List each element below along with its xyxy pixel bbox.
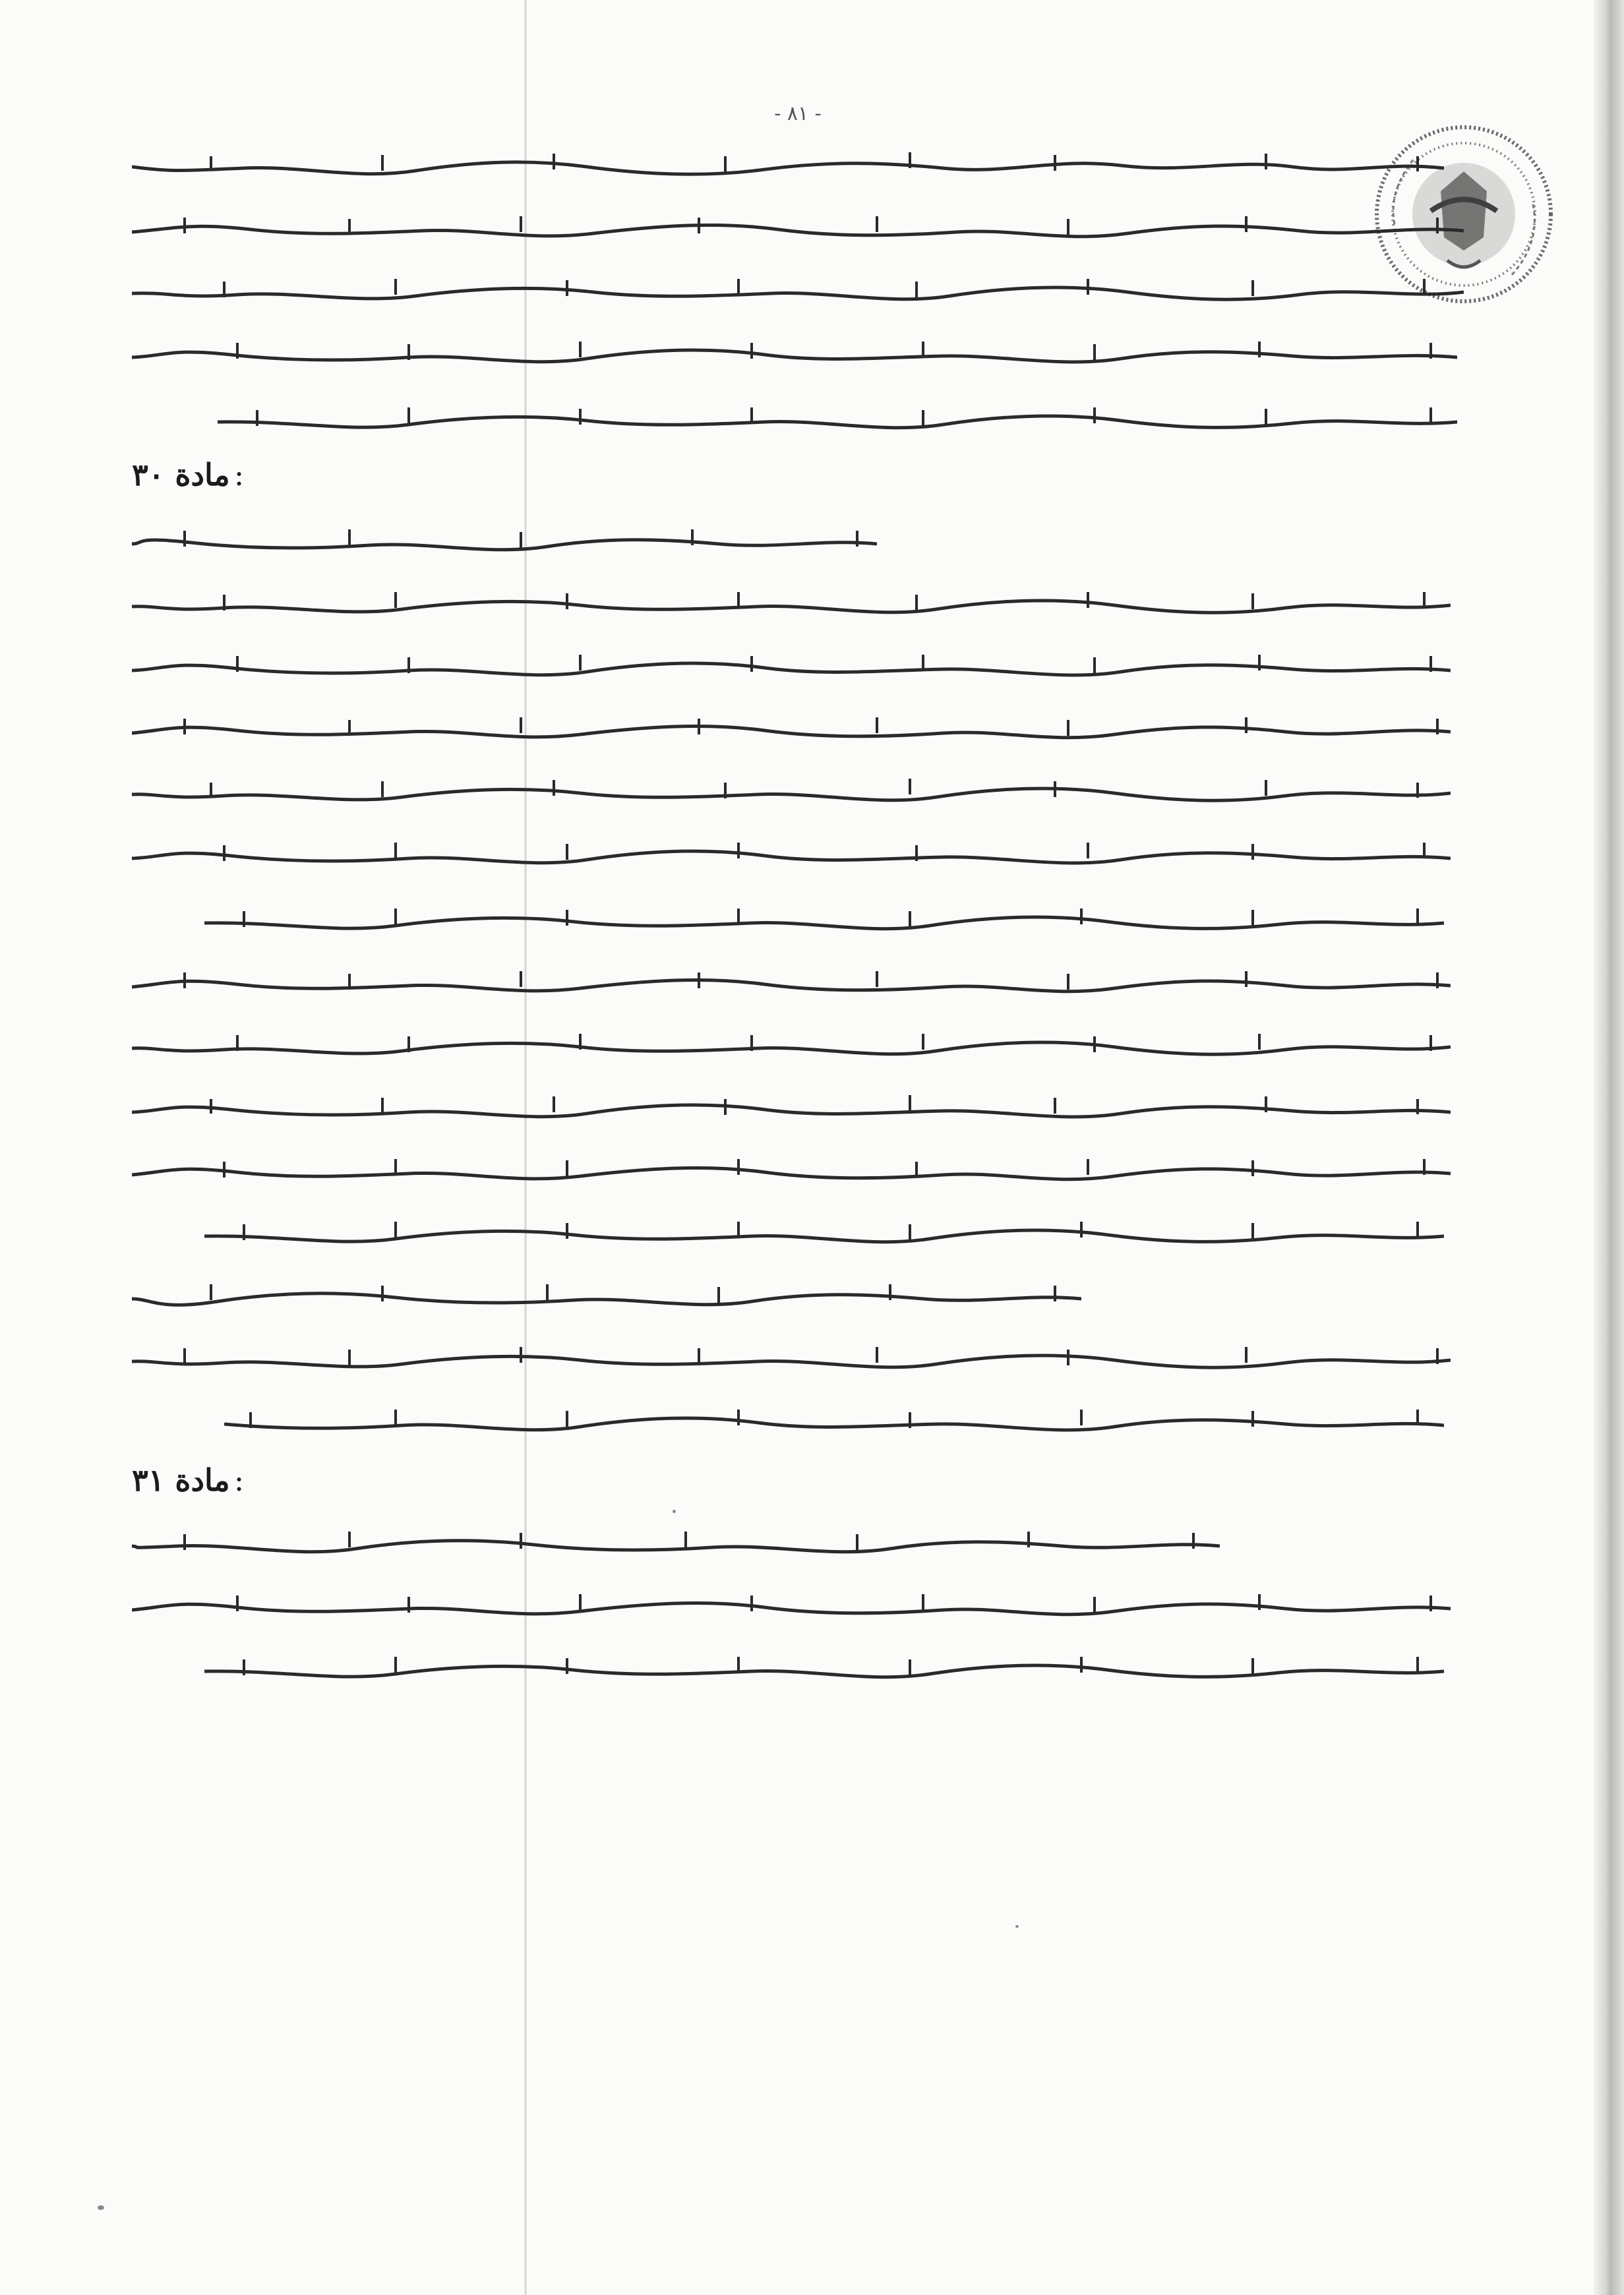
text-line (132, 831, 1451, 877)
text-line (132, 1085, 1451, 1131)
text-line (204, 897, 1444, 943)
text-line (132, 1520, 1220, 1566)
text-line (132, 1147, 1451, 1193)
page-number: - ٨١ - (774, 102, 822, 125)
text-line (132, 330, 1457, 376)
text-line (132, 204, 1464, 251)
text-line (132, 768, 1451, 814)
text-line (204, 1645, 1444, 1691)
section-heading (132, 455, 244, 494)
text-line (132, 1022, 1451, 1068)
section-heading-label: مادة ٣٠ (132, 457, 230, 492)
scan-speck (1015, 1925, 1019, 1928)
text-line (132, 518, 877, 564)
section-heading-label: مادة ٣١ (132, 1462, 230, 1498)
text-line (132, 267, 1464, 313)
text-line (132, 1582, 1451, 1628)
page-edge-shadow (1594, 0, 1624, 2295)
text-line (204, 1210, 1444, 1256)
section-heading (132, 1460, 244, 1500)
text-line (132, 705, 1451, 752)
text-line (132, 1272, 1081, 1319)
text-line (218, 396, 1457, 442)
text-line (224, 1398, 1444, 1444)
section-heading-colon: : (233, 457, 245, 492)
text-line (132, 142, 1444, 188)
text-line (132, 1335, 1451, 1381)
scan-speck (673, 1510, 676, 1513)
text-line (132, 643, 1451, 689)
section-heading-colon: : (233, 1462, 245, 1498)
text-line (132, 580, 1451, 626)
text-line (132, 959, 1451, 1005)
scan-speck (98, 2205, 104, 2210)
